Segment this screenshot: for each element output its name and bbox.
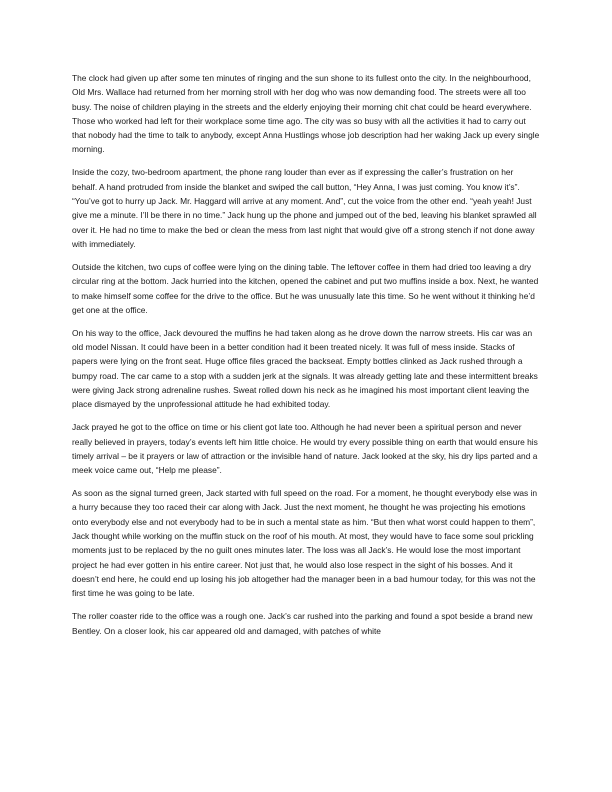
paragraph-4: On his way to the office, Jack devoured the muffins he had taken along as he drove down the narrow streets. His car was an old model Nissan. It could have been in a better condition had it been treated nicely. It was full of mess inside. Stacks of papers were lying on the front seat. Huge office files graced the backseat. Empty bottles clinked as Jack rushed through a bumpy road. The car came to a stop with a sudden jerk at the signals. It was already getting late and these intermittent breaks were giving Jack strong adrenaline rushes. Sweat rolled down his neck as he imagined his most important client leaving the place dismayed by the unprofessional attitude he had exhibited today. <box>72 327 538 410</box>
paragraph-7: The roller coaster ride to the office was a rough one. Jack’s car rushed into the parking and found a spot beside a brand new Bentley. On a closer look, his car appeared old and damaged, with patches of white <box>72 611 533 636</box>
paragraph-2: Inside the cozy, two-bedroom apartment, the phone rang louder than ever as if expressing the caller’s frustration on her behalf. A hand protruded from inside the blanket and swiped the call button, “Hey Anna, I was just coming. You know it’s”. “You’ve got to hurry up Jack. Mr. Haggard will arrive at any moment. And”, cut the voice from the other end. “yeah yeah! Just give me a minute. I’ll be there in no time.” Jack hung up the phone and jumped out of the bed, leaving his blanket sprawled all over it. He had no time to make the bed or clean the mess from last night that would give off a strong stench if not done away with immediately. <box>72 167 537 249</box>
paragraph-6: As soon as the signal turned green, Jack started with full speed on the road. For a moment, he thought everybody else was in a hurry because they too raced their car along with Jack. Just the next moment, he thought he was projecting his emotions onto everybody else and not everybody had to be in such a mental state as him. “But then what worst could happen to them”, Jack thought while working on the muffin stuck on the roof of his mouth. At most, they would have to face some soul prickling moments just to be replaced by the no guilt ones minutes later. The loss was all Jack’s. He would lose the most important project he had ever gotten in his entire career. Not just that, he would also lose respect in the sight of his bosses. And it doesn’t end here, he could end up losing his job altogether had the manager been in a bad humour today, for this was not the first time he was going to be late. <box>72 488 538 599</box>
paragraph-3: Outside the kitchen, two cups of coffee were lying on the dining table. The leftover coffee in them had dried too leaving a dry circular ring at the bottom. Jack hurried into the kitchen, opened the cabinet and put two muffins inside a box. Next, he wanted to make himself some coffee for the drive to the office. But he was unusually late this time. So he went without it thinking he’d get one at the office. <box>72 261 539 315</box>
paragraph-1: The clock had given up after some ten minutes of ringing and the sun shone to its fullest onto the city. In the neighbourhood, Old Mrs. Wallace had returned from her morning stroll with her dog who was now demanding food. The streets were all too busy. The noise of children playing in the streets and the elderly enjoying their morning chit chat could be heard everywhere. Those who worked had left for their workplace some time ago. The city was so busy with all the activities it had to carry out that nobody had the time to talk to anybody, except Anna Hustlings whose job description had her waking Jack up every single morning. <box>72 73 540 155</box>
body-text <box>72 71 540 647</box>
paragraph-5: Jack prayed he got to the office on time or his client got late too. Although he had never been a spiritual person and never really believed in prayers, today’s events left him little choice. He would try every possible thing on earth that would ensure his timely arrival – be it prayers or law of attraction or the invisible hand of nature. Jack looked at the sky, his dry lips parted and a meek voice came out, “Help me please”. <box>72 422 538 476</box>
